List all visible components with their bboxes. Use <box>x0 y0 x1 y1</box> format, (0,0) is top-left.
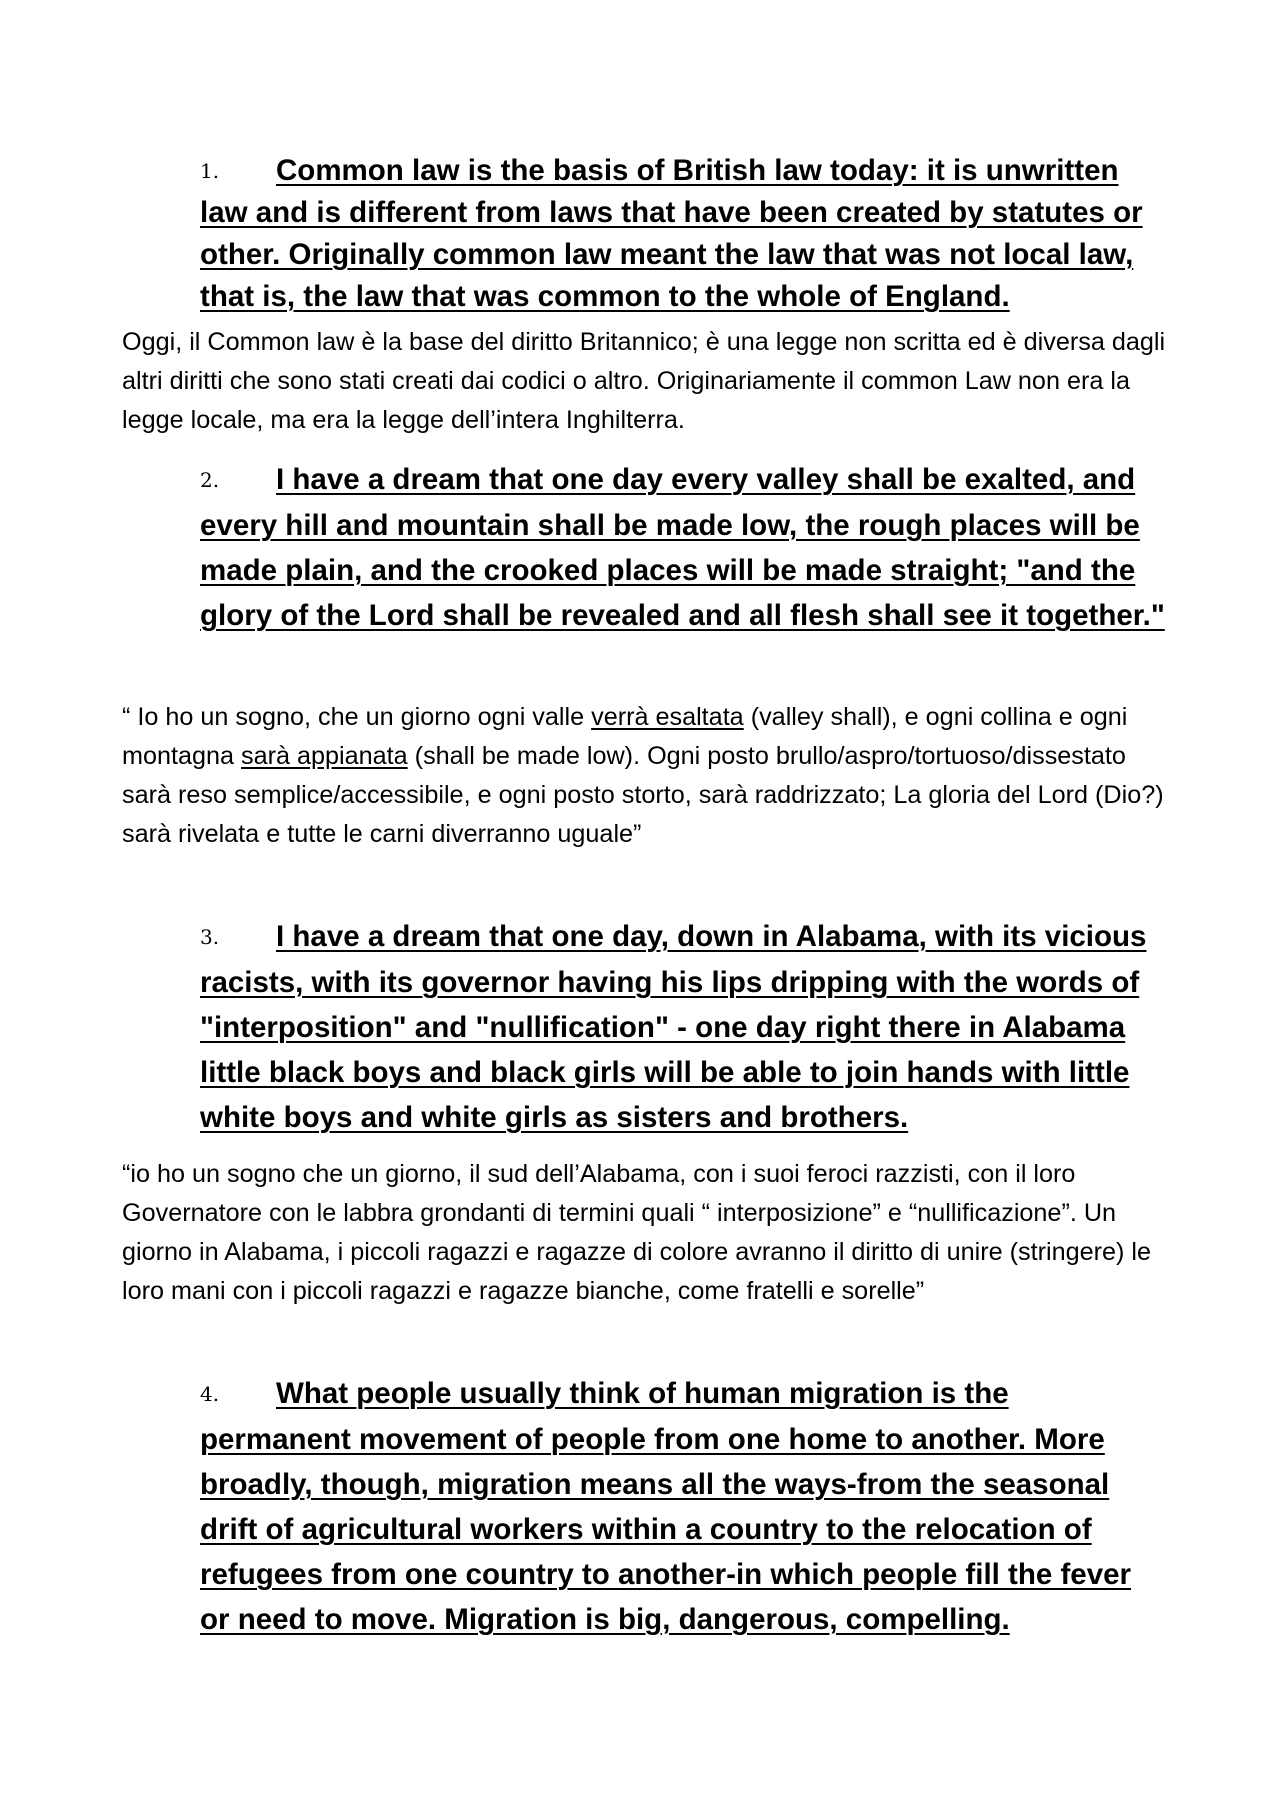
section-1-heading-text: Common law is the basis of British law today: it is unwritten law and is different from laws that have been created by statutes or other. Originally common law meant the law that was not local law, that is, the law that was common to the whole of England. <box>200 154 1143 313</box>
section-2-heading <box>200 457 1165 638</box>
section-4-heading-text: What people usually think of human migration is the permanent movement of people from one home to another. More broadly, though, migration means all the ways-from the seasonal drift of agricultural workers within a country to the relocation of refugees from one country to another-in which people fill the fever or need to move. Migration is big, dangerous, compelling. <box>200 1377 1132 1636</box>
section-1-translation: Oggi, il Common law è la base del diritto Britannico; è una legge non scritta ed è diversa dagli altri diritti che sono stati creati dai codici o altro. Originariamente il common Law non era la legge locale, ma era la legge dell’intera Inghilterra. <box>122 328 1166 434</box>
section-4-number: 4. <box>200 1382 220 1406</box>
section-2-number: 2. <box>200 468 220 492</box>
translation-text: “ Io ho un sogno, che un giorno ogni valle <box>122 703 592 731</box>
section-2-heading-text: I have a dream that one day every valley shall be exalted, and every hill and mountain shall be made low, the rough places will be made plain, and the crooked places will be made straight; "and the glory of the Lord shall be revealed and all flesh shall see it together." <box>200 463 1165 632</box>
section-3-heading-text: I have a dream that one day, down in Alabama, with its vicious racists, with its governor having his lips dripping with the words of "interposition" and "nullification" - one day right there in Alabama little black boys and black girls will be able to join hands with little white boys and white girls as sisters and brothers. <box>200 920 1147 1134</box>
underlined-phrase: verrà esaltata <box>591 703 744 731</box>
section-3-translation: “io ho un sogno che un giorno, il sud dell’Alabama, con i suoi feroci razzisti, con il loro Governatore con le labbra grondanti di termini quali “ interposizione” e “nullificazione”. Un giorno in Alabama, i piccoli ragazzi e ragazze di colore avranno il diritto di unire (stringere) le loro mani con i piccoli ragazzi e ragazze bianche, come fratelli e sorelle” <box>122 1160 1151 1305</box>
underlined-phrase: sarà appianata <box>241 742 408 770</box>
translation-text: (valley shall), e ogni collina e ogni montagna <box>122 703 1128 770</box>
section-4-heading <box>200 1371 1165 1642</box>
translation-text: (shall be made low). Ogni posto brullo/aspro/tortuoso/dissestato sarà reso semplice/accessibile, e ogni posto storto, sarà raddrizzato; La gloria del Lord (Dio?) sarà rivelata e tutte le carni diverranno uguale” <box>122 742 1164 848</box>
section-3-heading <box>200 914 1165 1140</box>
section-1-heading <box>200 150 1165 318</box>
section-3-number: 3. <box>200 925 220 949</box>
section-2-translation <box>122 698 1172 854</box>
section-1-number: 1. <box>200 159 220 183</box>
